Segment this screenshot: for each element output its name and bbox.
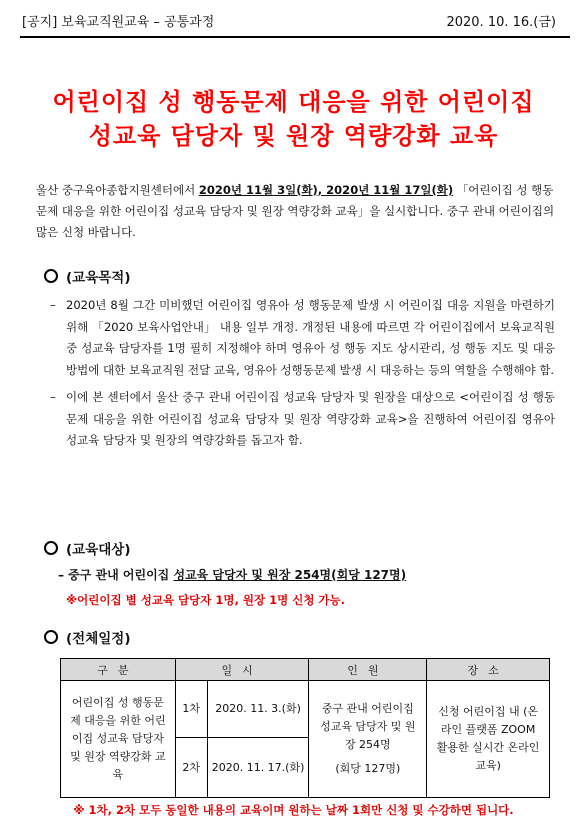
cell-headcount <box>309 681 427 798</box>
circle-icon <box>44 630 58 644</box>
list-item: – 이에 본 센터에서 울산 중구 관내 어린이집 성교육 담당자 및 원장을 대상으로 <어린이집 성 행동문제 대응을 위한 어린이집 성교육 담당자 및 원장 역량강화 교육>을 진행하여 어린이집 영유아 성교육 담당자 및 원장의 역량강화를 돕고자 함. <box>50 387 555 452</box>
intro-text-2: 「어린이집 성 행동문제 대응을 위한 어린이집 성교육 담당자 및 원장 역량강화 교육」을 실시합니다. 중구 관내 어린이집의 많은 신청 바랍니다. <box>36 183 555 239</box>
intro-dates: 2020년 11월 3일(화), 2020년 11월 17일(화) <box>198 183 454 197</box>
notice-header <box>20 8 570 38</box>
section-schedule-heading <box>44 627 131 647</box>
section-schedule-label: (전체일정) <box>66 631 131 647</box>
cell-round-1: 1차 <box>175 681 207 738</box>
notice-category: [공지] 보육교직원교육 – 공통과정 <box>22 15 215 30</box>
purpose-item-2: 이에 본 센터에서 울산 중구 관내 어린이집 성교육 담당자 및 원장을 대상으로 <어린이집 성 행동문제 대응을 위한 어린이집 성교육 담당자 및 원장 역량강화 교육>을 진행하여 어린이집 영유아 성교육 담당자 및 원장의 역량강화를 돕고자 함. <box>66 390 555 447</box>
table-row <box>61 681 550 738</box>
col-header-place: 장소 <box>427 659 550 681</box>
intro-paragraph <box>36 180 556 243</box>
cell-category: 어린이집 성 행동문제 대응을 위한 어린이집 성교육 담당자 및 원장 역량강화 교육 <box>61 681 176 798</box>
cell-round-2: 2차 <box>175 738 207 798</box>
purpose-item-1: 2020년 8월 그간 미비했던 어린이집 영유아 성 행동문제 발생 시 어린이집 대응 지원을 마련하기 위해 「2020 보육사업안내」 내용 일부 개정. 개정된 내용에 따르면 각 어린이집에서 보육교직원 중 성교육 담당자를 1명 필히 지정해야 하며 영유아 성 행동 지도 상시관리, 성 행동 지도 및 대응방법에 대한 보육교직원 전달 교육, 영유아 성행동문제 발생 시 대응하는 등의 역할을 수행해야 함. <box>66 298 555 377</box>
headcount-sub: (회당 127명) <box>335 762 401 775</box>
page-title-line2: 성교육 담당자 및 원장 역량강화 교육 <box>88 122 499 150</box>
target-note: ※어린이집 별 성교육 담당자 1명, 원장 1명 신청 가능. <box>66 593 346 607</box>
table-header-row <box>61 659 550 681</box>
schedule-footnote: ※ 1차, 2차 모두 동일한 내용의 교육이며 원하는 날짜 1회만 신청 및 수강하면 됩니다. <box>73 803 514 817</box>
intro-text-1: 울산 중구육아종합지원센터에서 <box>36 183 199 197</box>
col-header-date: 일시 <box>175 659 309 681</box>
circle-icon <box>44 541 58 555</box>
target-line <box>58 566 406 583</box>
purpose-list <box>50 295 555 458</box>
section-target-heading <box>44 538 131 558</box>
col-header-category: 구분 <box>61 659 176 681</box>
list-item: – 2020년 8월 그간 미비했던 어린이집 영유아 성 행동문제 발생 시 어린이집 대응 지원을 마련하기 위해 「2020 보육사업안내」 내용 일부 개정. 개정된 내용에 따르면 각 어린이집에서 보육교직원 중 성교육 담당자를 1명 필히 지정해야 하며 영유아 성 행동 지도 상시관리, 성 행동 지도 및 대응방법에 대한 보육교직원 전달 교육, 영유아 성행동문제 발생 시 대응하는 등의 역할을 수행해야 함. <box>50 295 555 381</box>
section-purpose-label: (교육목적) <box>66 270 131 286</box>
circle-icon <box>44 269 58 283</box>
headcount-main: 중구 관내 어린이집 성교육 담당자 및 원장 254명 <box>320 702 416 751</box>
cell-date-1: 2020. 11. 3.(화) <box>207 681 309 738</box>
cell-date-2: 2020. 11. 17.(화) <box>207 738 309 798</box>
notice-date: 2020. 10. 16.(금) <box>446 15 556 30</box>
col-header-headcount: 인원 <box>309 659 427 681</box>
target-prefix: – 중구 관내 어린이집 <box>58 568 174 582</box>
section-target-label: (교육대상) <box>66 542 131 558</box>
target-underlined: 성교육 담당자 및 원장 254명(회당 127명) <box>173 568 407 582</box>
schedule-table <box>60 658 550 798</box>
page-title-line1: 어린이집 성 행동문제 대응을 위한 어린이집 <box>52 88 535 116</box>
cell-place: 신청 어린이집 내 (온라인 플랫폼 ZOOM 활용한 실시간 온라인 교육) <box>427 681 550 798</box>
section-purpose-heading <box>44 266 131 286</box>
